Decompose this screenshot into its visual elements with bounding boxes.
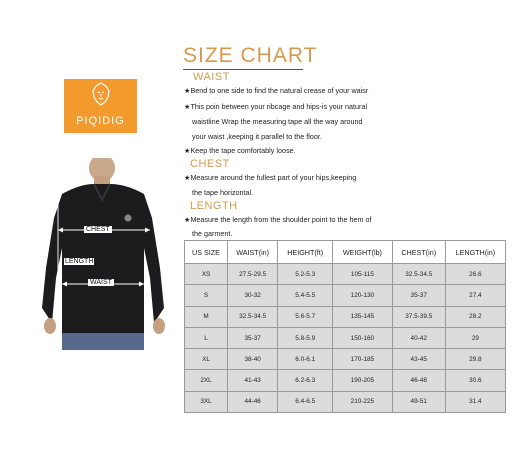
table-row xyxy=(185,306,506,327)
column-header: WEIGHT(lb) xyxy=(333,241,393,264)
table-cell: 6.4-6.5 xyxy=(278,391,333,412)
table-cell: 30.6 xyxy=(445,370,505,391)
table-row xyxy=(185,285,506,306)
chest-line: the tape horizontal. xyxy=(192,188,254,197)
waist-line: ★Keep the tape comfortably loose. xyxy=(184,146,296,155)
table-cell: 150-160 xyxy=(333,327,393,348)
table-cell: 5.2-5.3 xyxy=(278,264,333,285)
table-cell: 210-225 xyxy=(333,391,393,412)
chest-heading: CHEST xyxy=(190,158,230,170)
table-cell: 6.2-6.3 xyxy=(278,370,333,391)
table-cell: 43-45 xyxy=(392,349,445,370)
length-heading: LENGTH xyxy=(190,200,238,212)
table-cell: 35-37 xyxy=(392,285,445,306)
waist-label: WAIST xyxy=(90,279,112,286)
table-cell: 3XL xyxy=(185,391,228,412)
table-cell: 26.6 xyxy=(445,264,505,285)
title-divider xyxy=(183,69,303,70)
column-header: US SIZE xyxy=(185,241,228,264)
table-cell: 35-37 xyxy=(228,327,278,348)
model-photo xyxy=(32,158,180,350)
table-cell: 170-185 xyxy=(333,349,393,370)
length-line: the garment. xyxy=(192,229,233,238)
chest-label: CHEST xyxy=(86,226,110,233)
table-cell: 31.4 xyxy=(445,391,505,412)
chest-line: ★Measure around the fullest part of your hips,keeping xyxy=(184,173,357,182)
table-cell: 190-205 xyxy=(333,370,393,391)
table-cell: 29.8 xyxy=(445,349,505,370)
waist-line: ★Bend to one side to find the natural crease of your waisr xyxy=(184,86,369,95)
page-title: SIZE CHART xyxy=(183,44,318,67)
table-row xyxy=(185,370,506,391)
table-cell: XS xyxy=(185,264,228,285)
column-header: LENGTH(in) xyxy=(445,241,505,264)
table-cell: M xyxy=(185,306,228,327)
table-cell: 30-32 xyxy=(228,285,278,306)
table-cell: 27.5-29.5 xyxy=(228,264,278,285)
column-header: WAIST(in) xyxy=(228,241,278,264)
column-header: CHEST(in) xyxy=(392,241,445,264)
table-cell: 29 xyxy=(445,327,505,348)
waist-heading: WAIST xyxy=(193,71,230,83)
length-line: ★Measure the length from the shoulder point to the hem of xyxy=(184,215,372,224)
lion-icon xyxy=(90,82,112,110)
table-cell: 46-48 xyxy=(392,370,445,391)
brand-logo xyxy=(64,79,137,133)
table-row xyxy=(185,264,506,285)
table-cell: 105-115 xyxy=(333,264,393,285)
length-label: LENGTH xyxy=(65,258,94,265)
table-cell: 28.2 xyxy=(445,306,505,327)
table-cell: 49-51 xyxy=(392,391,445,412)
table-cell: XL xyxy=(185,349,228,370)
table-cell: 27.4 xyxy=(445,285,505,306)
table-header-row xyxy=(185,241,506,264)
table-row xyxy=(185,391,506,412)
table-cell: 5.6-5.7 xyxy=(278,306,333,327)
table-cell: 37.5-39.5 xyxy=(392,306,445,327)
waist-line: ★This poin between your ribcage and hips-is your natural xyxy=(184,102,368,111)
table-cell: 38-40 xyxy=(228,349,278,370)
waist-line: waistline Wrap the measuring tape all the way around xyxy=(192,117,363,126)
table-cell: 41-43 xyxy=(228,370,278,391)
size-chart-table xyxy=(184,240,506,413)
table-row xyxy=(185,349,506,370)
table-cell: 44-46 xyxy=(228,391,278,412)
table-cell: 32.5-34.5 xyxy=(392,264,445,285)
table-cell: 40-42 xyxy=(392,327,445,348)
column-header: HEIGHT(ft) xyxy=(278,241,333,264)
table-cell: 6.0-6.1 xyxy=(278,349,333,370)
logo-text: PIQIDIG xyxy=(76,115,125,127)
table-cell: 5.4-5.5 xyxy=(278,285,333,306)
table-cell: 32.5-34.5 xyxy=(228,306,278,327)
table-row xyxy=(185,327,506,348)
table-cell: 5.8-5.9 xyxy=(278,327,333,348)
table-cell: L xyxy=(185,327,228,348)
table-cell: S xyxy=(185,285,228,306)
table-cell: 2XL xyxy=(185,370,228,391)
table-cell: 120-130 xyxy=(333,285,393,306)
table-cell: 135-145 xyxy=(333,306,393,327)
waist-line: your waist ,keeping it parallel to the floor. xyxy=(192,132,322,141)
